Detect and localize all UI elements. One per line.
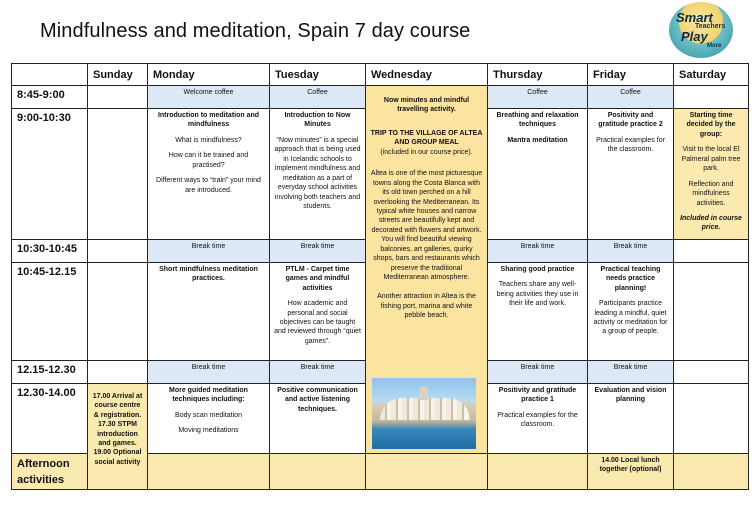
saturday-cell [674, 86, 749, 109]
session-text: Different ways to “train” your mind are introduced. [156, 177, 261, 194]
session-title: Positive communication and active listening techniques. [277, 386, 358, 413]
cell-text: Coffee [620, 89, 641, 96]
monday-cell [148, 262, 270, 360]
time-cell: Afternoon activities [12, 453, 88, 489]
time-cell: 12.15-12.30 [12, 360, 88, 383]
friday-cell [588, 360, 674, 383]
cell-text: Coffee [527, 89, 548, 96]
session-title: Positivity and gratitude practice 2 [598, 112, 663, 129]
tuesday-cell [270, 383, 366, 453]
thursday-cell [488, 239, 588, 262]
session-title: Positivity and gratitude practice 1 [498, 386, 577, 404]
friday-cell [588, 86, 674, 109]
header-wednesday: Wednesday [366, 64, 488, 86]
thursday-cell [488, 453, 588, 489]
session-text: Visit to the local El Palmeral palm tree park. [681, 146, 741, 173]
session-text: What is mindfulness? [175, 136, 242, 144]
smart-teachers-play-more-logo [669, 2, 733, 58]
time-cell: 12.30-14.00 [12, 383, 88, 453]
session-text: Mantra meditation [507, 136, 568, 144]
thursday-cell [488, 360, 588, 383]
sunday-cell [88, 360, 148, 383]
altea-town-photo [372, 378, 476, 449]
tuesday-cell [270, 86, 366, 109]
header-tuesday: Tuesday [270, 64, 366, 86]
time-cell: 9:00-10:30 [12, 109, 88, 240]
break-text: Break time [191, 242, 226, 250]
session-title: More guided meditation techniques including: [169, 386, 248, 404]
header-monday: Monday [148, 64, 270, 86]
monday-cell [148, 239, 270, 262]
session-text: “Now minutes” is a special approach that is being used in Icelandic schools to implement mindfulness and meditation as a part of everyday school activities involving both teachers and students. [274, 136, 361, 210]
friday-cell [588, 383, 674, 453]
session-title: Evaluation and vision planning [594, 386, 667, 404]
wednesday-cell [366, 453, 488, 489]
church-dome-shape [419, 386, 428, 400]
session-text: Teachers share any well-being activities they use in their life and work. [496, 281, 579, 308]
sunday-arrival-text: 17.00 Arrival at course centre & registration. 17.30 STPM introduction and games. 19.00 Optional social activity [92, 392, 143, 466]
sunday-cell [88, 86, 148, 109]
saturday-cell [674, 453, 749, 489]
header-sunday: Sunday [88, 64, 148, 86]
time-cell: 8:45-9:00 [12, 86, 88, 109]
break-text: Break time [300, 242, 335, 250]
wednesday-description: Altea is one of the most picturesque towns along the Costa Blanca with its old town perched on a hill overlooking the Mediterranean. Its typical white houses and narrow streets are beautifully kept and decorated with flowers and artwork. You will find beautiful viewing balconies, art galleries, quirky shops, bars and restaurants which preserve the traditional Mediterranean atmosphere. [370, 170, 483, 281]
tuesday-cell [270, 453, 366, 489]
session-text: Included in course price. [680, 214, 742, 232]
session-title: Practical teaching needs practice planning! [600, 265, 661, 292]
session-title: Sharing good practice [500, 265, 575, 273]
logo-text: Teachers [695, 23, 726, 30]
wednesday-trip-title: TRIP TO THE VILLAGE OF ALTEA AND GROUP MEAL [370, 129, 483, 147]
saturday-cell [674, 109, 749, 240]
table-row [12, 86, 749, 109]
monday-cell [148, 86, 270, 109]
session-text: Participants practice leading a mindful, quiet activity or meditation for a group of people. [593, 300, 668, 336]
monday-cell [148, 383, 270, 453]
saturday-cell [674, 262, 749, 360]
wednesday-attraction: Another attraction in Altea is the fishing port, marina and white pebble beach. [377, 293, 476, 320]
session-title: Starting time decided by the group: [686, 112, 736, 138]
logo-text: More [707, 43, 722, 49]
break-text: Break time [613, 363, 648, 371]
tuesday-cell [270, 239, 366, 262]
break-text: Break time [191, 363, 226, 371]
session-text: Practical examples for the classroom. [596, 136, 665, 154]
thursday-cell [488, 86, 588, 109]
sunday-cell [88, 262, 148, 360]
sunday-arrival-cell [88, 383, 148, 489]
saturday-cell [674, 360, 749, 383]
session-title: Short mindfulness meditation practices. [159, 265, 258, 283]
page-title: Mindfulness and meditation, Spain 7 day course [40, 20, 471, 42]
time-cell: 10:45-12.15 [12, 262, 88, 360]
town-houses-shape [380, 398, 470, 420]
session-text: How can it be trained and practised? [168, 152, 249, 169]
break-text: Break time [613, 242, 648, 250]
sunday-cell [88, 239, 148, 262]
session-text: Moving meditations [178, 427, 239, 435]
friday-cell [588, 109, 674, 240]
logo-text: Smart [676, 10, 713, 25]
tuesday-cell [270, 360, 366, 383]
monday-cell [148, 109, 270, 240]
header-cell [12, 64, 88, 86]
saturday-cell [674, 383, 749, 453]
friday-cell [588, 262, 674, 360]
session-text: Body scan meditation [175, 411, 242, 419]
header-saturday: Saturday [674, 64, 749, 86]
thursday-cell [488, 262, 588, 360]
tuesday-cell [270, 262, 366, 360]
break-text: Break time [300, 363, 335, 371]
cell-text: Welcome coffee [183, 89, 234, 96]
session-text: Reflection and mindfulness activities. [688, 180, 734, 207]
session-text: How academic and personal and social objectives can be taught and reviewed through “quiet games”. [274, 300, 361, 345]
thursday-cell [488, 383, 588, 453]
session-title: Breathing and relaxation techniques [496, 112, 579, 129]
tuesday-cell [270, 109, 366, 240]
time-cell: 10:30-10:45 [12, 239, 88, 262]
session-title: Introduction to Now Minutes [284, 112, 351, 129]
session-text: Practical examples for the classroom. [497, 411, 578, 429]
thursday-cell [488, 109, 588, 240]
monday-cell [148, 453, 270, 489]
session-title: 14.00 Local lunch together (optional) [599, 456, 662, 474]
monday-cell [148, 360, 270, 383]
saturday-cell [674, 239, 749, 262]
break-text: Break time [520, 242, 555, 250]
friday-cell [588, 453, 674, 489]
sunday-cell [88, 109, 148, 240]
break-text: Break time [520, 363, 555, 371]
logo-text: Play [681, 29, 708, 44]
wednesday-heading: Now minutes and mindful travelling activity. [383, 97, 470, 114]
session-title: Introduction to meditation and mindfulness [157, 112, 260, 129]
header-thursday: Thursday [488, 64, 588, 86]
session-title: PTLM - Carpet time games and mindful activities [285, 265, 350, 292]
cell-text: Coffee [307, 89, 328, 96]
header-friday: Friday [588, 64, 674, 86]
friday-cell [588, 239, 674, 262]
header-row [12, 64, 749, 86]
wednesday-note: (included in our course price). [380, 148, 473, 156]
